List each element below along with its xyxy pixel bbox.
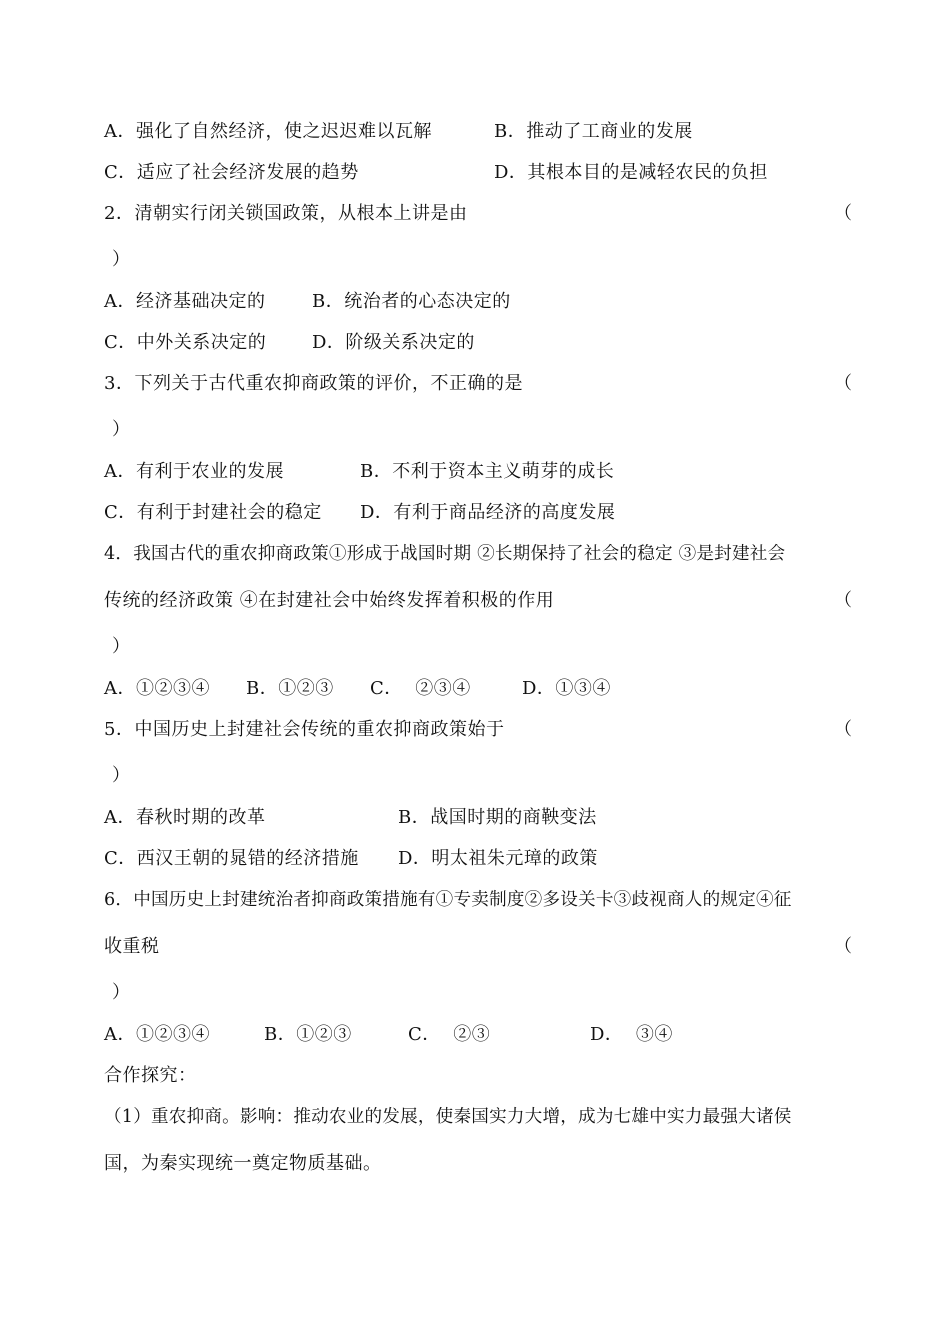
q5-option-c: C．西汉王朝的晁错的经济措施 [104,848,359,869]
q2-stem: 2．清朝实行闭关锁国政策，从根本上讲是由 [104,203,468,224]
q1-option-b: B．推动了工商业的发展 [494,121,693,142]
q4-option-d: D．①③④ [522,678,611,699]
q5-paren-close: ） [112,765,131,786]
cooperation-paragraph-line-1: （1）重农抑商。影响：推动农业的发展，使秦国实力大增，成为七雄中实力最强大诸侯 [104,1107,792,1127]
q5-option-d: D．明太祖朱元璋的政策 [398,848,598,869]
q6-option-c: C． ②③ [408,1024,491,1045]
q3-stem: 3．下列关于古代重农抑商政策的评价，不正确的是 [104,373,523,394]
q3-option-b: B．不利于资本主义萌芽的成长 [360,461,615,482]
q3-option-c: C．有利于封建社会的稳定 [104,502,322,523]
q6-paren-close: ） [112,982,131,1003]
q2-option-b: B．统治者的心态决定的 [312,291,511,312]
q1-option-c: C．适应了社会经济发展的趋势 [104,162,359,183]
q2-option-c: C．中外关系决定的 [104,332,267,353]
q6-stem-line-1: 6．中国历史上封建统治者抑商政策措施有①专卖制度②多设关卡③歧视商人的规定④征 [104,890,792,910]
q3-option-d: D．有利于商品经济的高度发展 [360,502,616,523]
q4-option-a: A．①②③④ [104,678,210,699]
q3-option-a: A．有利于农业的发展 [104,461,284,482]
q5-stem: 5．中国历史上封建社会传统的重农抑商政策始于 [104,719,505,740]
q2-paren-close: ） [112,249,131,270]
q4-stem-line-1: 4．我国古代的重农抑商政策①形成于战国时期 ②长期保持了社会的稳定 ③是封建社会 [104,544,786,564]
q6-option-d: D． ③④ [590,1024,673,1045]
cooperation-heading: 合作探究： [104,1065,197,1086]
q1-option-d: D．其根本目的是减轻农民的负担 [494,162,768,183]
q4-option-c: C． ②③④ [370,678,471,699]
cooperation-paragraph-line-2: 国，为秦实现统一奠定物质基础。 [104,1153,382,1174]
q2-paren-open: （ [834,203,852,224]
q4-stem-line-2: 传统的经济政策 ④在封建社会中始终发挥着积极的作用 [104,590,555,611]
q3-paren-close: ） [112,419,131,440]
q5-option-a: A．春秋时期的改革 [104,807,266,828]
q1-option-a: A．强化了自然经济，使之迟迟难以瓦解 [104,121,432,142]
q4-option-b: B．①②③ [246,678,334,699]
q4-paren-open: （ [834,590,852,611]
q6-option-a: A．①②③④ [104,1024,210,1045]
q3-paren-open: （ [834,373,852,394]
q6-option-b: B．①②③ [264,1024,352,1045]
q5-option-b: B．战国时期的商鞅变法 [398,807,597,828]
q6-paren-open: （ [834,936,852,957]
q5-paren-open: （ [834,719,852,740]
q2-option-d: D．阶级关系决定的 [312,332,475,353]
q4-paren-close: ） [112,636,131,657]
q6-stem-line-2: 收重税 [104,936,160,957]
q2-option-a: A．经济基础决定的 [104,291,266,312]
